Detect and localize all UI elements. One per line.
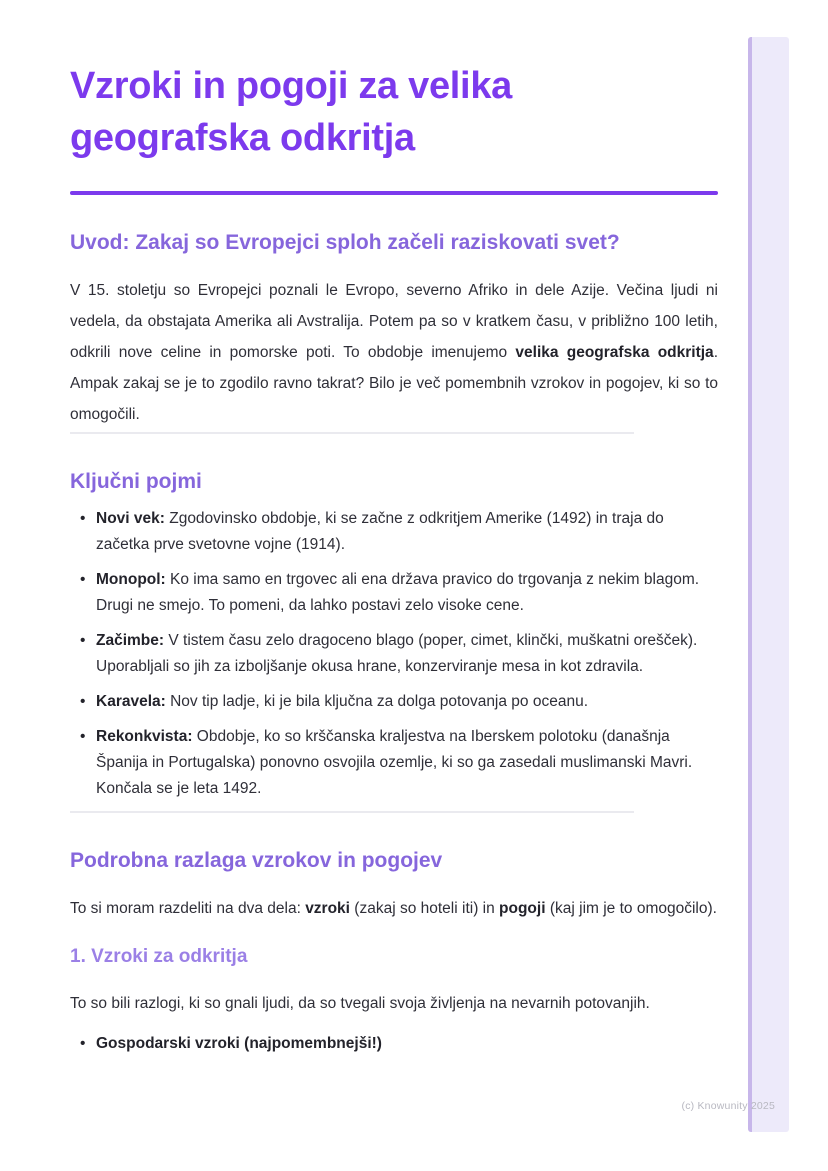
- text-run: V 15. stoletju so Evropejci poznali le Evropo, severno Afriko in dele Azije. Večina ljudi ni vedela, da obstajata Amerika ali Avstralija. Potem pa so v kratkem času, v približno 100 letih, odkrili nove celine in pomorske poti. To obdobje imenujemo: [70, 281, 718, 361]
- key-terms-list: [70, 506, 718, 802]
- list-item-definition: Ko ima samo en trgovec ali ena država pravico do trgovanja z nekim blagom. Drugi ne smejo. To pomeni, da lahko postavi zelo visoke cene.: [96, 570, 700, 614]
- section-divider: [70, 811, 634, 813]
- page-title: Vzroki in pogoji za velika geografska odkritja: [70, 65, 512, 160]
- page-side-stripe: [748, 37, 789, 1132]
- list-item-term: Monopol:: [96, 570, 166, 588]
- detail-paragraph: [70, 893, 718, 924]
- document-content: [70, 0, 718, 1066]
- bold-text-run: velika geografska odkritja: [515, 343, 714, 361]
- list-item: [96, 1031, 718, 1057]
- bold-text-run: vzroki: [305, 899, 350, 917]
- list-item-term: Novi vek:: [96, 509, 165, 527]
- list-item-term: Gospodarski vzroki (najpomembnejši!): [96, 1034, 382, 1052]
- detail-heading: Podrobna razlaga vzrokov in pogojev: [70, 848, 443, 872]
- text-run: . Ampak zakaj se je to zgodilo ravno takrat? Bilo je več pomembnih vzrokov in pogojev, ki so to omogočili.: [70, 343, 718, 423]
- list-item-definition: Nov tip ladje, ki je bila ključna za dolga potovanja po oceanu.: [165, 692, 589, 710]
- list-item: [96, 506, 718, 558]
- list-item-definition: V tistem času zelo dragoceno blago (poper, cimet, klinčki, muškatni orešček). Uporabljali so jih za izboljšanje okusa hrane, konzerviranje mesa in kot zdravila.: [96, 631, 698, 675]
- key-terms-heading: Ključni pojmi: [70, 469, 202, 493]
- list-item: [96, 567, 718, 619]
- causes-paragraph: [70, 988, 718, 1019]
- text-run: To so bili razlogi, ki so gnali ljudi, da so tvegali svoja življenja na nevarnih potovanjih.: [70, 994, 650, 1012]
- list-item-term: Karavela:: [96, 692, 166, 710]
- list-item-term: Začimbe:: [96, 631, 165, 649]
- list-item-definition: Zgodovinsko obdobje, ki se začne z odkritjem Amerike (1492) in traja do začetka prve svetovne vojne (1914).: [96, 509, 664, 553]
- text-run: (zakaj so hoteli iti) in: [350, 899, 500, 917]
- causes-list: [70, 1031, 718, 1057]
- list-item-definition: Obdobje, ko so krščanska kraljestva na Iberskem polotoku (današnja Španija in Portugalska) ponovno osvojila ozemlje, ki so ga zasedali muslimanski Mavri. Končala se je leta 1492.: [96, 727, 693, 797]
- causes-sub-heading: 1. Vzroki za odkritja: [70, 945, 248, 967]
- list-item-term: Rekonkvista:: [96, 727, 193, 745]
- text-run: (kaj jim je to omogočilo).: [545, 899, 717, 917]
- intro-heading: Uvod: Zakaj so Evropejci sploh začeli raziskovati svet?: [70, 230, 620, 254]
- list-item: [96, 724, 718, 802]
- section-divider: [70, 432, 634, 434]
- watermark: (c) Knowunity 2025: [681, 1100, 775, 1112]
- intro-paragraph: [70, 275, 718, 430]
- list-item: [96, 628, 718, 680]
- list-item: [96, 689, 718, 715]
- title-rule: [70, 191, 718, 195]
- text-run: To si moram razdeliti na dva dela:: [70, 899, 306, 917]
- bold-text-run: pogoji: [499, 899, 546, 917]
